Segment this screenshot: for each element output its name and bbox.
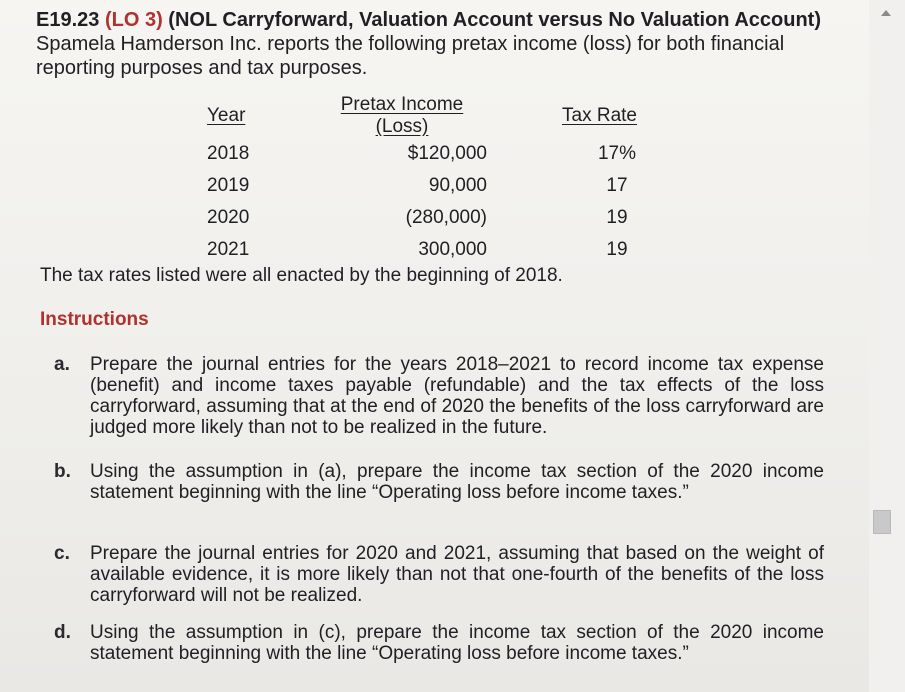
income-tax-table [207,94,637,266]
instruction-text: Prepare the journal entries for the years 2018–2021 to record income tax expense (benefit) and income taxes payable (refundable) and the tax effects of the loss carryforward, assuming that at the end of 2020 the benefits of the loss carryforward are judged more likely than not to be realized in the future. [90,354,824,438]
cell-rate: 17% [597,143,637,164]
instruction-letter: c. [54,543,70,564]
table-row [207,138,637,170]
header-year: Year [207,105,246,126]
exercise-intro: Spamela Hamderson Inc. reports the following pretax income (loss) for both financial reporting purposes and tax purposes. [36,33,785,79]
instruction-letter: d. [54,622,71,643]
exercise-content [36,8,826,664]
learning-objective: (LO 3) [104,9,163,31]
header-tax-rate: Tax Rate [562,105,637,126]
exercise-title: (NOL Carryforward, Valuation Account versus No Valuation Account) [168,9,822,31]
instruction-item-c [54,543,824,606]
instruction-text: Prepare the journal entries for 2020 and 2021, assuming that based on the weight of available evidence, it is more likely than not that one-fourth of the benefits of the loss carryforward will not be realized. [90,543,824,606]
instruction-letter: b. [54,461,71,482]
scroll-up-arrow-icon[interactable] [881,10,891,16]
cell-year: 2020 [207,207,250,228]
cell-year: 2018 [207,143,250,164]
instruction-item-d [54,622,824,664]
exercise-number: E19.23 [36,9,100,31]
instruction-text: Using the assumption in (c), prepare the income tax section of the 2020 income statement beginning with the line “Operating loss before income taxes.” [90,622,824,664]
scroll-thumb[interactable] [873,510,891,534]
instructions-title: Instructions [40,309,149,330]
cell-income: (280,000) [405,207,487,228]
cell-year: 2021 [207,239,250,260]
vertical-scrollbar[interactable] [869,0,905,692]
cell-rate: 19 [606,207,628,228]
cell-income: $120,000 [407,143,487,164]
table-row [207,170,637,202]
cell-rate: 17 [606,175,628,196]
table-row [207,234,637,266]
instruction-item-a [54,354,824,438]
instruction-letter: a. [54,354,70,375]
instruction-item-b [54,461,824,503]
instruction-text: Using the assumption in (a), prepare the income tax section of the 2020 income statement beginning with the line “Operating loss before income taxes.” [90,461,824,503]
tax-rate-note: The tax rates listed were all enacted by the beginning of 2018. [40,265,563,286]
table-row [207,202,637,234]
table-header-row [207,94,637,138]
cell-rate: 19 [606,239,628,260]
cell-income: 90,000 [428,175,487,196]
cell-income: 300,000 [418,239,487,260]
cell-year: 2019 [207,175,250,196]
header-pretax-income: Pretax Income (Loss) [340,94,464,137]
exercise-heading [36,8,826,80]
